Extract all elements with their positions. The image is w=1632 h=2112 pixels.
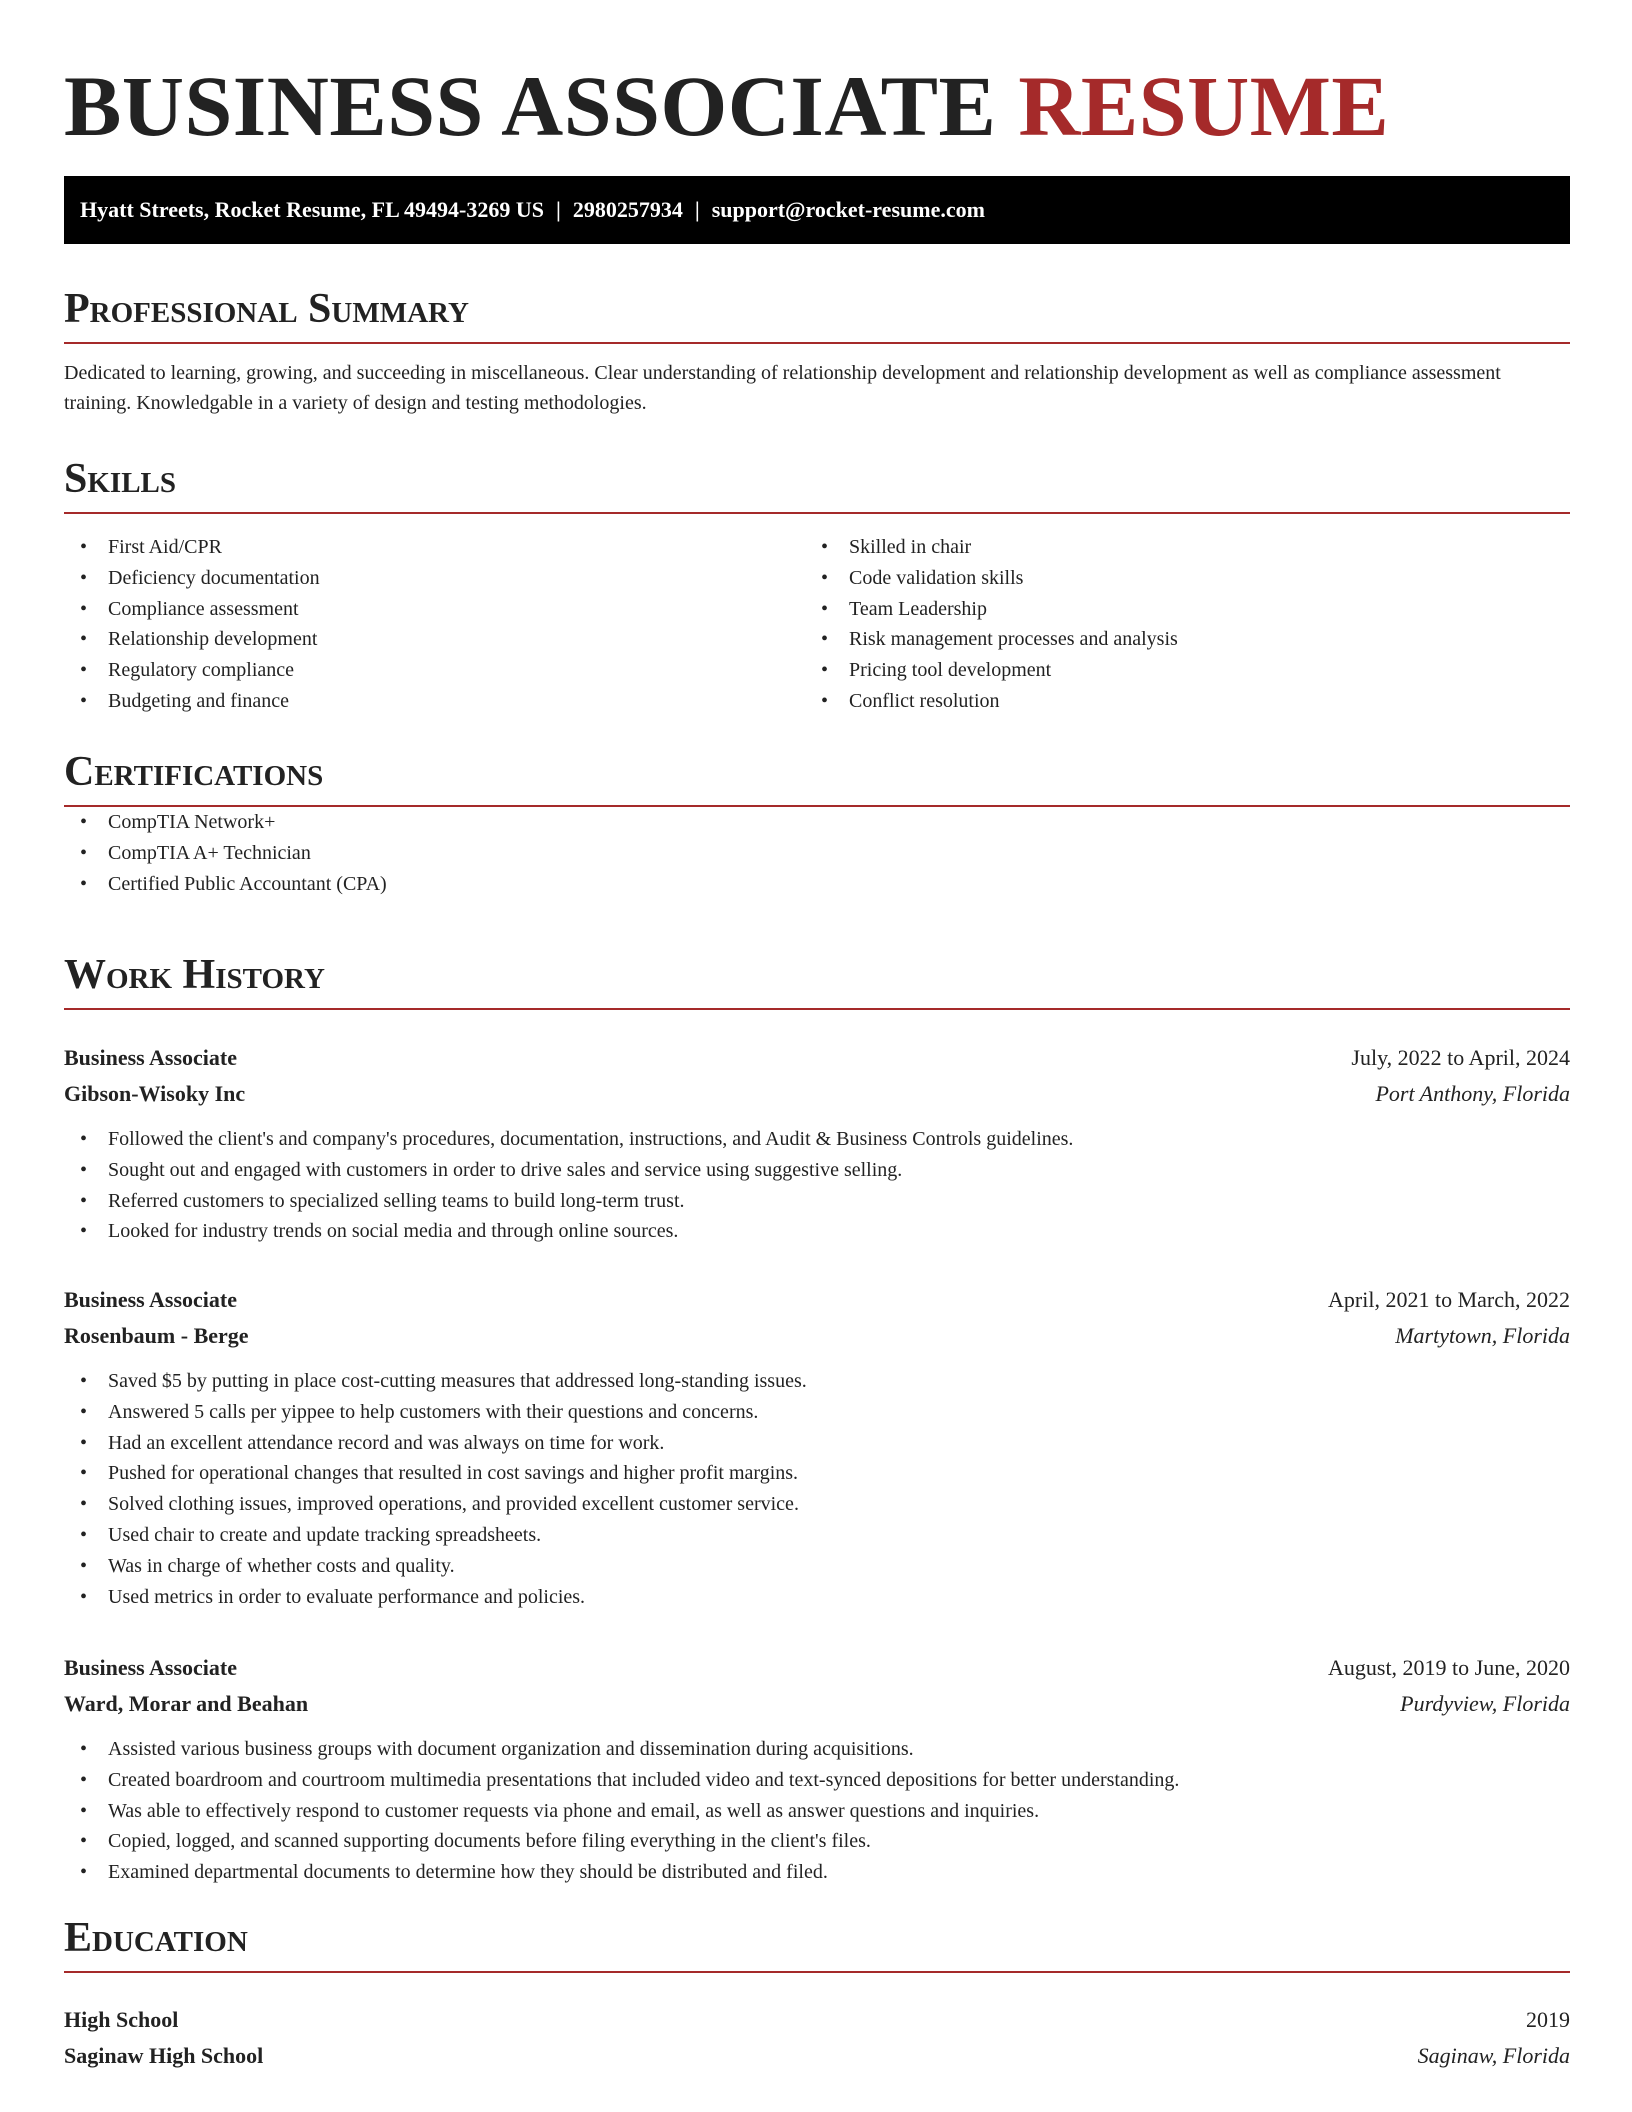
certification-item: • Certified Public Accountant (CPA) [64,869,1570,900]
job-duties-list [64,1734,1570,1888]
skill-item: • Risk management processes and analysis [805,624,1546,655]
education-year: 2019 [1526,2007,1570,2032]
education-header-row [64,2002,1570,2038]
job-duty-item: • Copied, logged, and scanned supporting documents before filing everything in the client's files. [64,1826,1570,1857]
skill-item: • Pricing tool development [805,655,1546,686]
job-title: Business Associate [64,1287,237,1312]
job-title: Business Associate [64,1045,237,1070]
skills-column-right [805,532,1546,717]
job-header-row [64,1040,1570,1076]
skill-item: • Relationship development [64,624,805,655]
skill-item: • Budgeting and finance [64,686,805,717]
education-degree: High School [64,2007,179,2032]
summary-text: Dedicated to learning, growing, and succeeding in miscellaneous. Clear understanding of relationship development and relationship development as well as compliance assessment training. Knowledgable in a variety of design and testing methodologies. [64,362,1501,414]
skills-list-right [805,532,1546,717]
job-company: Rosenbaum - Berge [64,1323,249,1348]
skills-grid [64,532,1570,717]
contact-email-link[interactable]: support@rocket-resume.com [711,197,985,222]
job-duty-item: • Was able to effectively respond to customer requests via phone and email, as well as answer questions and inquiries. [64,1796,1570,1827]
job-duties-list [64,1366,1570,1612]
job-subheader-row [64,1686,1570,1722]
education-heading: Education [64,1911,1570,1973]
job-duty-item: • Solved clothing issues, improved operations, and provided excellent customer service. [64,1489,1570,1520]
skill-item: • Compliance assessment [64,594,805,625]
job-header-row [64,1282,1570,1318]
job-duty-item: • Referred customers to specialized selling teams to build long-term trust. [64,1186,1570,1217]
job-dates: April, 2021 to March, 2022 [1328,1287,1570,1312]
skill-item: • Team Leadership [805,594,1546,625]
resume-title [64,56,1389,156]
contact-address: Hyatt Streets, Rocket Resume, FL 49494-3269 US [80,197,544,222]
job-title: Business Associate [64,1655,237,1680]
contact-bar [64,176,1570,244]
job-location: Purdyview, Florida [1400,1691,1570,1716]
certification-item: • CompTIA Network+ [64,807,1570,838]
title-main: BUSINESS ASSOCIATE [64,58,997,154]
job-location: Port Anthony, Florida [1375,1081,1570,1106]
job-dates: July, 2022 to April, 2024 [1351,1045,1570,1070]
summary-heading: Professional Summary [64,282,1570,344]
job-duty-item: • Pushed for operational changes that resulted in cost savings and higher profit margins. [64,1458,1570,1489]
job-subheader-row [64,1318,1570,1354]
job-duty-item: • Assisted various business groups with document organization and dissemination during acquisitions. [64,1734,1570,1765]
job-company: Ward, Morar and Beahan [64,1691,309,1716]
skill-item: • Regulatory compliance [64,655,805,686]
skill-item: • Deficiency documentation [64,563,805,594]
job-header-row [64,1650,1570,1686]
education-subheader-row [64,2038,1570,2074]
education-entry [64,2002,1570,2074]
work-history-section [64,948,1570,1010]
education-school: Saginaw High School [64,2043,264,2068]
certifications-heading: Certifications [64,745,1570,807]
job-duty-item: • Was in charge of whether costs and quality. [64,1551,1570,1582]
education-location: Saginaw, Florida [1417,2043,1570,2068]
job-company: Gibson-Wisoky Inc [64,1081,246,1106]
job-duty-item: • Had an excellent attendance record and was always on time for work. [64,1428,1570,1459]
job-duties-list [64,1124,1570,1247]
job-duty-item: • Sought out and engaged with customers in order to drive sales and service using suggestive selling. [64,1155,1570,1186]
job-duty-item: • Looked for industry trends on social media and through online sources. [64,1216,1570,1247]
job-duty-item: • Saved $5 by putting in place cost-cutting measures that addressed long-standing issues. [64,1366,1570,1397]
job-duty-item: • Used metrics in order to evaluate performance and policies. [64,1582,1570,1613]
job-location: Martytown, Florida [1395,1323,1570,1348]
contact-separator: | [694,197,700,222]
skill-item: • Skilled in chair [805,532,1546,563]
job-subheader-row [64,1076,1570,1112]
job-duty-item: • Examined departmental documents to determine how they should be distributed and filed. [64,1857,1570,1888]
skills-list-left [64,532,805,717]
summary-section [64,282,1570,418]
skill-item: • First Aid/CPR [64,532,805,563]
title-accent: RESUME [1018,58,1390,154]
skills-section [64,452,1570,717]
certifications-section [64,745,1570,899]
work-history-heading: Work History [64,948,1570,1010]
skills-heading: Skills [64,452,1570,514]
job-dates: August, 2019 to June, 2020 [1328,1655,1570,1680]
contact-phone: 2980257934 [572,197,683,222]
job-entry [64,1040,1570,1247]
job-entry [64,1650,1570,1888]
job-duty-item: • Answered 5 calls per yippee to help customers with their questions and concerns. [64,1397,1570,1428]
job-duty-item: • Created boardroom and courtroom multimedia presentations that included video and text-synced depositions for better understanding. [64,1765,1570,1796]
contact-separator: | [555,197,561,222]
education-section [64,1911,1570,1973]
certifications-list [64,807,1570,899]
job-duty-item: • Used chair to create and update tracking spreadsheets. [64,1520,1570,1551]
skill-item: • Conflict resolution [805,686,1546,717]
skill-item: • Code validation skills [805,563,1546,594]
skills-column-left [64,532,805,717]
certification-item: • CompTIA A+ Technician [64,838,1570,869]
job-duty-item: • Followed the client's and company's procedures, documentation, instructions, and Audit & Business Controls guidelines. [64,1124,1570,1155]
job-entry [64,1282,1570,1612]
